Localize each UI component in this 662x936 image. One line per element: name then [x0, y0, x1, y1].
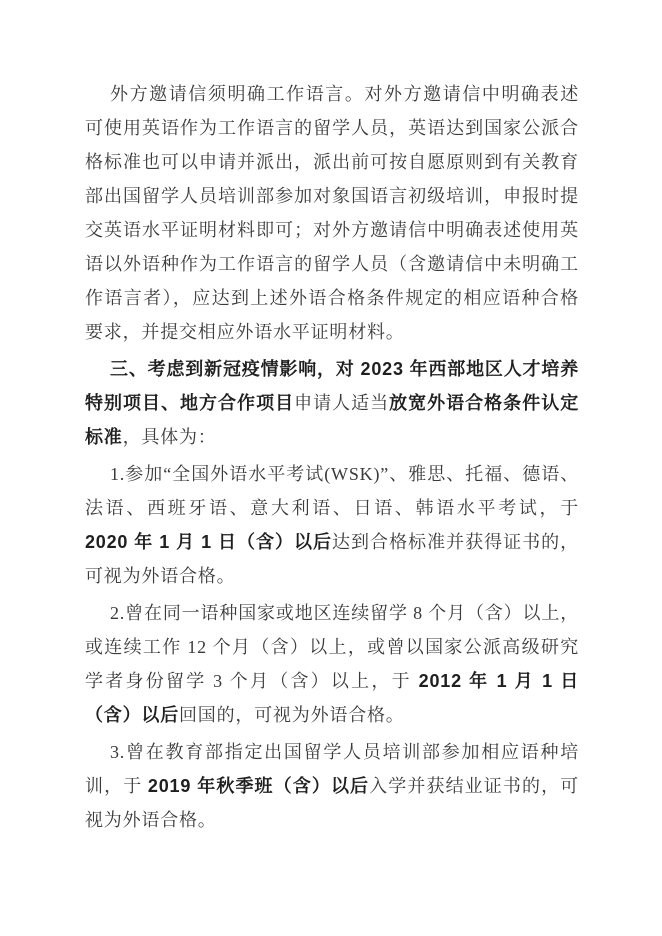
- document-body: [85, 77, 579, 840]
- text-run: 申请人适当: [294, 393, 390, 413]
- paragraph-section-heading: [85, 352, 579, 454]
- text-run: 1.参加“全国外语水平考试(WSK)”、雅思、托福、德语、法语、西班牙语、意大利语、日语、韩语水平考试，于: [85, 464, 579, 518]
- text-run: 回国的，可视为外语合格。: [179, 705, 405, 725]
- text-run: 入学并获结业证书的，可视为外语合格。: [85, 776, 579, 830]
- text-run: ，具体为：: [122, 427, 217, 447]
- text-run: 3.曾在教育部指定出国留学人员培训部参加相应语种培训，于: [85, 742, 579, 796]
- paragraph-list-item: [85, 735, 579, 837]
- text-run: 达到合格标准并获得证书的，可视为外语合格。: [85, 532, 579, 586]
- bold-text-run: 2020 年 1 月 1 日（含）以后: [85, 532, 333, 552]
- paragraph-body: [85, 77, 579, 349]
- bold-text-run: 2019 年秋季班（含）以后: [147, 776, 370, 796]
- bold-text-run: 放宽外语合格条件认定标准: [85, 393, 580, 447]
- text-run: 外方邀请信须明确工作语言。对外方邀请信中明确表述可使用英语作为工作语言的留学人员，英语达到国家公派合格标准也可以申请并派出，派出前可按自愿原则到有关教育部出国留学人员培训部参加对象国语言初级培训，申报时提交英语水平证明材料即可；对外方邀请信中明确表述使用英语以外语种作为工作语言的留学人员（含邀请信中未明确工作语言者），应达到上述外语合格条件规定的相应语种合格要求，并提交相应外语水平证明材料。: [85, 84, 579, 342]
- text-run: 2.曾在同一语种国家或地区连续留学 8 个月（含）以上，或连续工作 12 个月（含）以上，或曾以国家公派高级研究学者身份留学 3 个月（含）以上，于: [85, 603, 579, 691]
- bold-text-run: 2012 年 1 月 1 日（含）以后: [85, 671, 579, 725]
- paragraph-list-item: [85, 596, 579, 732]
- paragraph-list-item: [85, 457, 579, 593]
- bold-text-run: 三、考虑到新冠疫情影响，对 2023 年西部地区人才培养特别项目、地方合作项目: [85, 359, 579, 413]
